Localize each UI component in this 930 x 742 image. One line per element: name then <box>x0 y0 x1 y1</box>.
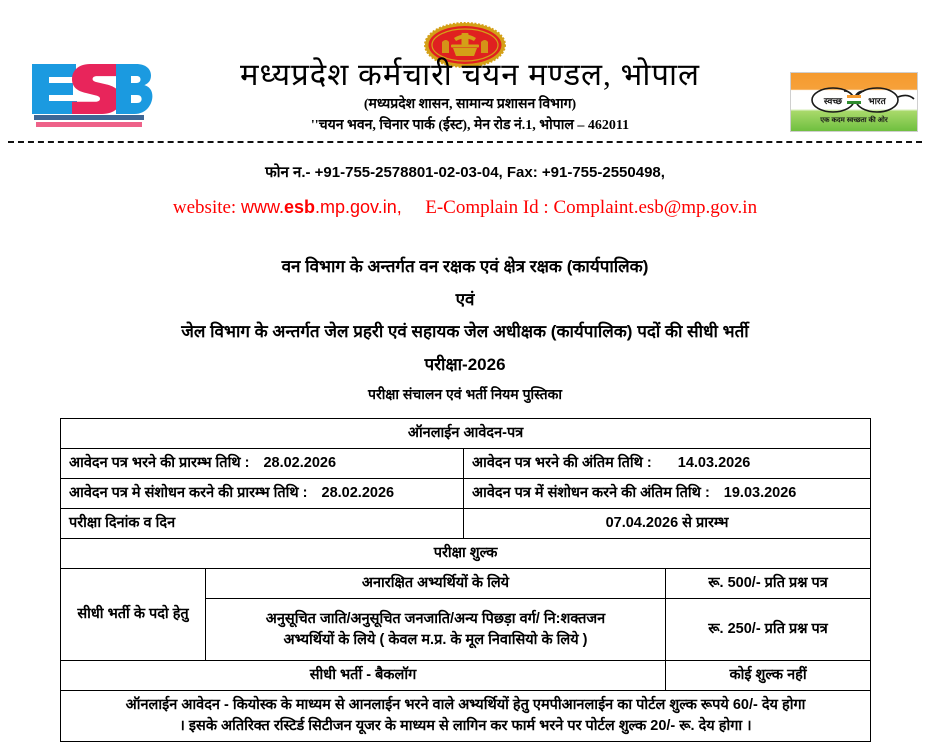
correction-start-date-label: आवेदन पत्र मे संशोधन करने की प्रारम्भ तिथि : <box>69 485 308 502</box>
form-start-date-label: आवेदन पत्र भरने की प्रारम्भ तिथि : <box>69 455 250 472</box>
table-row <box>61 539 871 569</box>
form-start-date-cell <box>61 449 464 479</box>
exam-date-value: 07.04.2026 से प्रारम्भ <box>464 509 871 539</box>
schedule-fee-table <box>60 418 871 742</box>
correction-start-date-cell <box>61 479 464 509</box>
portal-fee-note-line1: ऑनलाईन आवेदन - कियोस्क के माध्यम से आनलाईन भरने वाले अभ्यर्थियों हेतु एमपीआनलाईन का पोर्टल शुल्क रूपये 60/- देय होगा <box>125 697 806 714</box>
document-header <box>0 0 930 133</box>
form-start-date-value: 28.02.2026 <box>263 455 337 472</box>
table-row <box>61 509 871 539</box>
correction-start-date-value: 28.02.2026 <box>321 485 395 502</box>
fee-unreserved-desc: अनारक्षित अभ्यर्थियों के लिये <box>206 569 666 599</box>
organization-address: ''चयन भवन, चिनार पार्क (ईस्ट), मेन रोड नं.1, भोपाल – 462011 <box>310 117 630 133</box>
section-header-online-form: ऑनलाईन आवेदन-पत्र <box>61 419 871 449</box>
fee-reserved-amount: रू. 250/- प्रति प्रश्न पत्र <box>666 599 871 661</box>
title-line-forest: वन विभाग के अन्तर्गत वन रक्षक एवं क्षेत्र रक्षक (कार्यपालिक) <box>281 257 649 276</box>
fee-reserved-desc <box>206 599 666 661</box>
portal-fee-note <box>61 691 871 742</box>
correction-last-date-value: 19.03.2026 <box>723 485 797 502</box>
website-label: website: <box>172 197 237 218</box>
organization-title: मध्यप्रदेश कर्मचारी चयन मण्डल, भोपाल <box>239 57 701 92</box>
phone-fax-line: फोन न.- +91-755-2578801-02-03-04, Fax: +91-755-2550498, <box>265 164 665 181</box>
correction-last-date-label: आवेदन पत्र में संशोधन करने की अंतिम तिथि : <box>472 485 710 502</box>
title-line-jail: जेल विभाग के अन्तर्गत जेल प्रहरी एवं सहायक जेल अधीक्षक (कार्यपालिक) पदों की सीधी भर्ती <box>181 322 749 341</box>
form-last-date-label: आवेदन पत्र भरने की अंतिम तिथि : <box>472 455 652 472</box>
schedule-fee-table-wrapper <box>60 418 870 742</box>
organization-header-text <box>160 58 780 134</box>
correction-last-date-cell <box>464 479 871 509</box>
form-last-date-value: 14.03.2026 <box>677 455 751 472</box>
contact-block <box>0 162 930 219</box>
portal-fee-note-line2: । इसके अतिरिक्त रस्टिर्ड सिटीजन यूजर के माध्यम से लागिन कर फार्म भरने पर पोर्टल शुल्क 20/- रू. देय होगा । <box>179 718 752 735</box>
swachh-bharat-logo <box>790 72 918 132</box>
form-last-date-cell <box>464 449 871 479</box>
swachh-tagline: एक कदम स्वच्छता की ओर <box>820 117 888 124</box>
table-row <box>61 691 871 742</box>
backlog-amount: कोई शुल्क नहीं <box>666 661 871 691</box>
exam-date-label: परीक्षा दिनांक व दिन <box>61 509 464 539</box>
header-divider <box>8 141 922 143</box>
section-header-exam-fee: परीक्षा शुल्क <box>61 539 871 569</box>
esb-logo <box>24 56 152 130</box>
title-line-and: एवं <box>455 290 475 309</box>
title-subtitle: परीक्षा संचालन एवं भर्ती नियम पुस्तिका <box>368 386 562 402</box>
website-url[interactable]: www.esb.mp.gov.in, <box>240 197 402 217</box>
swachh-right-word: भारत <box>868 96 886 106</box>
table-row <box>61 419 871 449</box>
email-label: E-Complain Id : <box>425 197 549 218</box>
fee-unreserved-amount: रू. 500/- प्रति प्रश्न पत्र <box>666 569 871 599</box>
fee-group-label: सीधी भर्ती के पदो हेतु <box>61 569 206 661</box>
fee-reserved-desc-line2: अभ्यर्थियों के लिये ( केवल म.प्र. के मूल निवासियो के लिये ) <box>283 631 588 648</box>
table-row <box>61 661 871 691</box>
table-row <box>61 479 871 509</box>
organization-department: (मध्यप्रदेश शासन, सामान्य प्रशासन विभाग) <box>363 96 577 112</box>
table-row <box>61 569 871 599</box>
table-row <box>61 449 871 479</box>
backlog-label: सीधी भर्ती - बैकलॉग <box>61 661 666 691</box>
swachh-left-word: स्वच्छ <box>823 96 843 106</box>
exam-title-block <box>0 258 930 404</box>
email-value[interactable]: Complaint.esb@mp.gov.in <box>553 197 758 218</box>
website-email-line <box>0 197 930 219</box>
fee-reserved-desc-line1: अनुसूचित जाति/अनुसूचित जनजाति/अन्य पिछड़ा वर्ग/ नि:शक्तजन <box>265 610 606 627</box>
title-line-exam-year: परीक्षा-2026 <box>424 355 506 374</box>
